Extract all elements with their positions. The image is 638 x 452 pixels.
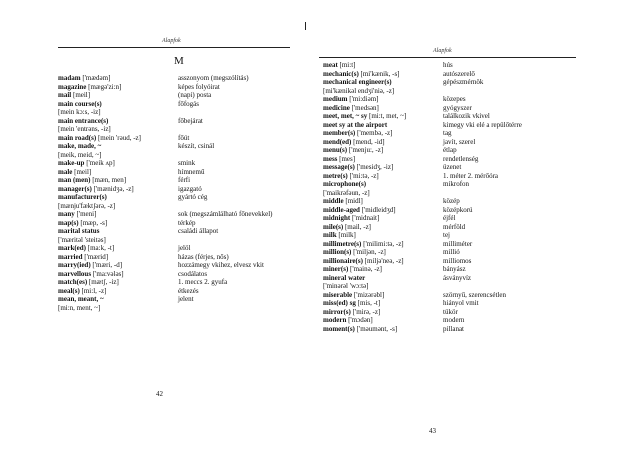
- dictionary-entry: [323, 163, 578, 172]
- headword-text: make, made, ~: [58, 142, 102, 150]
- headword-text: miss(ed) sg: [323, 299, 356, 307]
- entry-translation: férfi: [178, 176, 191, 184]
- headword-text: marvellous: [58, 269, 92, 278]
- dictionary-entry: [323, 265, 578, 274]
- entry-translation: hozzámegy vkihez, elvesz vkit: [178, 261, 264, 269]
- dictionary-entry: [58, 108, 300, 117]
- entry-translation: gyógyszer: [443, 103, 472, 112]
- entry-translation: bányász: [443, 265, 466, 273]
- entry-translation: asszonyom (megszólítás): [178, 74, 249, 82]
- entry-headword: [58, 253, 178, 262]
- dictionary-entry: [58, 244, 300, 253]
- headword-text: make-up: [58, 159, 85, 167]
- dictionary-entry: [323, 95, 578, 104]
- pronunciation: ['meik ʌp]: [84, 159, 115, 167]
- entry-headword: [323, 70, 443, 79]
- headword-text: marry(ied): [58, 261, 91, 269]
- entry-headword: [323, 299, 443, 308]
- pronunciation: ['məumənt, -s]: [354, 324, 398, 333]
- entry-translation: középkorú: [443, 205, 473, 214]
- pronunciation: [mi:l, -z]: [79, 286, 107, 295]
- pronunciation: [meik, meid, ~]: [58, 150, 102, 159]
- pronunciation: [mein 'entrəns, -iz]: [58, 125, 111, 133]
- entry-translation: hús: [443, 61, 453, 69]
- dictionary-entry: [323, 223, 578, 232]
- headword-text: meat: [323, 61, 338, 69]
- entry-headword: [58, 83, 178, 92]
- entry-translation: közép: [443, 197, 460, 205]
- dictionary-entry: [323, 121, 578, 130]
- headword-text: male: [58, 167, 73, 176]
- pronunciation: ['milimi:tə, -z]: [361, 239, 404, 248]
- dictionary-entry: [58, 159, 300, 168]
- pronunciation: [mægə'zi:n]: [86, 82, 122, 91]
- dictionary-entry: [58, 278, 300, 287]
- pronunciation: ['mɔdən]: [346, 316, 373, 324]
- dictionary-entry: [58, 287, 300, 296]
- pronunciation: ['midleidʒd]: [359, 205, 396, 214]
- dictionary-entry: [323, 138, 578, 147]
- headword-text: mend(ed): [323, 137, 352, 146]
- entry-headword: [58, 74, 178, 83]
- pronunciation: [mæp, -s]: [78, 218, 108, 227]
- dictionary-entry: [58, 210, 300, 219]
- entry-headword: [58, 134, 178, 143]
- pronunciation: ['membə, -z]: [355, 129, 393, 137]
- pronunciation: [mein 'rəud, -z]: [96, 133, 141, 142]
- headword-text: married: [58, 252, 83, 261]
- entry-headword: [323, 146, 443, 155]
- headword-text: mean, meant, ~: [58, 295, 104, 303]
- headword-text: milk: [323, 231, 337, 239]
- entry-translation: csodálatos: [178, 269, 208, 278]
- entry-headword: [58, 304, 178, 313]
- entry-translation: pillanat: [443, 324, 464, 333]
- pronunciation: [mail, -z]: [343, 222, 372, 231]
- entry-translation: sok (megszámlálható főnevekkel): [178, 210, 273, 218]
- dictionary-entry: [58, 91, 300, 100]
- entry-headword: [58, 236, 178, 245]
- pronunciation: [mi'kænik, -s]: [358, 69, 400, 78]
- header-rule: [319, 57, 576, 58]
- entry-headword: [323, 104, 443, 113]
- headword-text: manufacturer(s): [58, 193, 107, 201]
- headword-text: magazine: [58, 82, 87, 91]
- pronunciation: ['menju:, -z]: [347, 146, 384, 154]
- entry-headword: [58, 142, 178, 151]
- pronunciation: ['ma:vələs]: [91, 269, 124, 278]
- entry-translation: ásványvíz: [443, 273, 471, 282]
- entry-translation: millió: [443, 248, 460, 256]
- pronunciation: [meil]: [72, 167, 92, 176]
- entry-translation: gépészmérnök: [443, 78, 484, 86]
- gutter-mark: [305, 22, 306, 30]
- dictionary-entry: [323, 112, 578, 121]
- entry-headword: [323, 61, 443, 70]
- pronunciation: ['maikrəfəun, -z]: [323, 188, 370, 197]
- dictionary-entry: [58, 261, 300, 270]
- pronunciation: [mi'kænikəl endʒi'niə, -z]: [323, 86, 395, 95]
- headword-text: madam: [58, 74, 81, 82]
- dictionary-entry: [58, 176, 300, 185]
- headword-text: marital status: [58, 227, 100, 235]
- pronunciation: ['mænidʒə, -z]: [91, 184, 134, 193]
- entry-translation: képes folyóirat: [178, 82, 220, 91]
- dictionary-entry: [58, 100, 300, 109]
- entry-headword: [58, 91, 178, 100]
- pronunciation: [mend, -id]: [351, 137, 385, 146]
- entry-headword: [58, 202, 178, 211]
- pronunciation: [midl]: [343, 197, 363, 205]
- dictionary-entry: [58, 74, 300, 83]
- dictionary-entry: [323, 146, 578, 155]
- dictionary-entry: [323, 291, 578, 300]
- entry-translation: közepes: [443, 95, 466, 103]
- headword-text: member(s): [323, 129, 356, 137]
- entry-translation: főfogás: [178, 99, 199, 108]
- dictionary-entry: [323, 325, 578, 334]
- dictionary-entry: [323, 308, 578, 317]
- headword-text: moment(s): [323, 324, 355, 333]
- pronunciation: ['mainə, -z]: [348, 265, 382, 273]
- pronunciation: [meil]: [71, 91, 91, 99]
- dictionary-entry: [323, 189, 578, 198]
- entry-translation: hímnemű: [178, 167, 205, 176]
- dictionary-entry: [323, 231, 578, 240]
- entry-translation: találkozik vkivel: [443, 112, 490, 120]
- headword-text: message(s): [323, 163, 355, 171]
- headword-text: miserable: [323, 290, 353, 299]
- dictionary-entry: [323, 172, 578, 181]
- pronunciation: ['medsən]: [349, 103, 379, 112]
- entry-translation: milliomos: [443, 256, 472, 265]
- entry-translation: 1. meccs 2. gyufa: [178, 278, 228, 286]
- headword-text: mess: [323, 154, 338, 163]
- headword-text: menu(s): [323, 146, 348, 154]
- entry-headword: [58, 117, 178, 126]
- headword-text: millionaire(s): [323, 256, 363, 265]
- entry-headword: [323, 308, 443, 317]
- pronunciation: ['mædəm]: [80, 74, 111, 82]
- headword-text: mechanical engineer(s): [323, 78, 392, 86]
- dictionary-entry: [58, 236, 300, 245]
- page-number: 42: [156, 390, 163, 398]
- entry-list: [58, 74, 300, 312]
- entry-headword: [58, 287, 178, 296]
- pronunciation: ['mi:tə, -z]: [347, 171, 379, 180]
- pronunciation: [mi:t, met, ~]: [367, 112, 407, 120]
- entry-headword: [323, 180, 443, 189]
- entry-headword: [323, 78, 443, 87]
- dictionary-entry: [323, 61, 578, 70]
- headword-text: main road(s): [58, 133, 97, 142]
- entry-translation: főút: [178, 133, 190, 142]
- dictionary-entry: [58, 142, 300, 151]
- entry-headword: [323, 172, 443, 181]
- entry-headword: [323, 95, 443, 104]
- entry-headword: [323, 206, 443, 215]
- pronunciation: [miljə'neə, -z]: [362, 256, 404, 265]
- entry-headword: [323, 112, 443, 121]
- pronunciation: [mi:n, ment, ~]: [58, 303, 101, 312]
- entry-headword: [58, 176, 178, 185]
- entry-headword: [323, 325, 443, 334]
- dictionary-entry: [323, 87, 578, 96]
- pronunciation: [ma:k, -t]: [86, 244, 115, 252]
- headword-text: middle-aged: [323, 205, 360, 214]
- headword-text: microphone(s): [323, 180, 367, 188]
- entry-translation: főbejárat: [178, 116, 203, 125]
- headword-text: meal(s): [58, 286, 80, 295]
- entry-headword: [323, 197, 443, 206]
- headword-text: map(s): [58, 218, 79, 227]
- entry-headword: [58, 210, 178, 219]
- entry-headword: [323, 223, 443, 232]
- dictionary-entry: [323, 206, 578, 215]
- entry-translation: igazgató: [178, 184, 202, 193]
- pronunciation: ['mesidʒ, -iz]: [354, 163, 394, 171]
- pronunciation: ['mæritəl 'steitəs]: [58, 235, 106, 244]
- dictionary-entry: [323, 248, 578, 257]
- dictionary-entry: [58, 227, 300, 236]
- pronunciation: [mes]: [337, 154, 356, 163]
- entry-headword: [58, 108, 178, 117]
- entry-translation: családi állapot: [178, 227, 219, 235]
- entry-headword: [58, 168, 178, 177]
- pronunciation: ['mizərəbl]: [352, 290, 385, 299]
- entry-headword: [323, 87, 443, 96]
- headword-text: mineral water: [323, 273, 366, 282]
- entry-headword: [323, 316, 443, 325]
- dictionary-entry: [58, 219, 300, 228]
- headword-text: middle: [323, 197, 344, 205]
- entry-translation: tükör: [443, 307, 458, 316]
- dictionary-entry: [323, 240, 578, 249]
- entry-headword: [58, 151, 178, 160]
- entry-headword: [323, 240, 443, 249]
- headword-text: meet, met, ~ sy: [323, 112, 368, 120]
- entry-translation: térkép: [178, 218, 196, 227]
- pronunciation: ['mi:diəm]: [347, 95, 379, 103]
- dictionary-entry: [58, 83, 300, 92]
- dictionary-entry: [58, 134, 300, 143]
- entry-headword: [58, 244, 178, 253]
- pronunciation: ['miljən, -z]: [351, 248, 386, 256]
- headword-text: millimetre(s): [323, 239, 362, 248]
- page-number: 43: [429, 427, 436, 435]
- headword-text: mail: [58, 91, 72, 99]
- dictionary-entry: [323, 78, 578, 87]
- entry-translation: jelent: [178, 295, 194, 303]
- dictionary-entry: [323, 129, 578, 138]
- entry-translation: készít, csinál: [178, 142, 215, 150]
- dictionary-entry: [58, 125, 300, 134]
- entry-translation: házas (férjes, nős): [178, 252, 229, 261]
- entry-translation: modern: [443, 316, 465, 324]
- entry-translation: gyártó cég: [178, 193, 208, 201]
- dictionary-entry: [58, 185, 300, 194]
- entry-list: [323, 61, 578, 333]
- pronunciation: [mæn, men]: [90, 176, 127, 184]
- entry-translation: éjfél: [443, 214, 456, 222]
- pronunciation: [mis, -t]: [355, 299, 381, 307]
- headword-text: mile(s): [323, 222, 344, 231]
- dictionary-entry: [323, 70, 578, 79]
- headword-text: midnight: [323, 214, 351, 222]
- dictionary-entry: [323, 257, 578, 266]
- entry-headword: [323, 231, 443, 240]
- headword-text: million(s): [323, 248, 352, 256]
- running-head: Alapfok: [433, 48, 452, 54]
- entry-headword: [58, 125, 178, 134]
- pronunciation: ['mirə, -z]: [350, 307, 381, 316]
- dictionary-entry: [58, 117, 300, 126]
- pronunciation: [milk]: [336, 231, 356, 239]
- dictionary-entry: [58, 151, 300, 160]
- dictionary-entry: [58, 295, 300, 304]
- headword-text: miner(s): [323, 265, 349, 273]
- dictionary-entry: [58, 202, 300, 211]
- entry-translation: tej: [443, 231, 450, 239]
- dictionary-entry: [323, 155, 578, 164]
- headword-text: main course(s): [58, 99, 102, 108]
- entry-headword: [58, 159, 178, 168]
- entry-translation: autószerelő: [443, 69, 475, 78]
- entry-translation: rendetlenség: [443, 154, 479, 163]
- entry-translation: étkezés: [178, 286, 199, 295]
- pronunciation: ['mæri, -d]: [90, 261, 123, 269]
- entry-headword: [323, 214, 443, 223]
- entry-translation: jelöl: [178, 244, 191, 252]
- headword-text: medicine: [323, 103, 350, 112]
- entry-translation: tag: [443, 129, 452, 137]
- entry-headword: [58, 100, 178, 109]
- headword-text: match(es): [58, 278, 88, 286]
- entry-translation: mikrofon: [443, 180, 470, 188]
- pronunciation: [mætʃ, -iz]: [87, 278, 119, 286]
- entry-headword: [323, 291, 443, 300]
- pronunciation: ['mærid]: [82, 252, 109, 261]
- entry-headword: [323, 189, 443, 198]
- dictionary-entry: [323, 180, 578, 189]
- dictionary-entry: [58, 270, 300, 279]
- headword-text: main entrance(s): [58, 116, 109, 125]
- dictionary-entry: [323, 274, 578, 283]
- entry-translation: étlap: [443, 146, 457, 154]
- entry-headword: [323, 274, 443, 283]
- entry-headword: [323, 257, 443, 266]
- entry-translation: milliméter: [443, 239, 473, 248]
- entry-translation: szörnyű, szerencsétlen: [443, 290, 506, 299]
- entry-headword: [58, 193, 178, 202]
- entry-headword: [323, 129, 443, 138]
- entry-headword: [58, 270, 178, 279]
- dictionary-entry: [58, 168, 300, 177]
- headword-text: mark(ed): [58, 244, 86, 252]
- entry-headword: [58, 185, 178, 194]
- entry-translation: mérföld: [443, 222, 466, 231]
- headword-text: metre(s): [323, 171, 348, 180]
- entry-headword: [58, 219, 178, 228]
- entry-translation: kimegy vki elé a repülőtérre: [443, 120, 522, 129]
- entry-headword: [323, 282, 443, 291]
- entry-translation: smink: [178, 159, 196, 167]
- entry-translation: 1. méter 2. mérőóra: [443, 171, 499, 180]
- dictionary-entry: [323, 299, 578, 308]
- dictionary-entry: [323, 104, 578, 113]
- headword-text: modern: [323, 316, 347, 324]
- dictionary-entry: [323, 282, 578, 291]
- dictionary-entry: [323, 214, 578, 223]
- entry-headword: [58, 278, 178, 287]
- right-page: [319, 0, 638, 452]
- pronunciation: ['meni]: [74, 210, 97, 218]
- entry-translation: (napi) posta: [178, 91, 212, 99]
- headword-text: mechanic(s): [323, 69, 359, 78]
- pronunciation: [mænju'fæktʃərə, -z]: [58, 201, 116, 210]
- dictionary-entry: [323, 316, 578, 325]
- dictionary-entry: [58, 304, 300, 313]
- entry-translation: javít, szerel: [443, 137, 476, 146]
- pronunciation: [mein kɔ:s, -iz]: [58, 108, 101, 116]
- header-rule: [58, 47, 290, 48]
- headword-text: medium: [323, 95, 348, 103]
- running-head: Alapfok: [162, 38, 181, 44]
- headword-text: meet sy at the airport: [323, 120, 388, 129]
- entry-headword: [323, 248, 443, 257]
- entry-headword: [323, 265, 443, 274]
- entry-headword: [323, 138, 443, 147]
- entry-translation: hiányol vmit: [443, 299, 479, 307]
- entry-headword: [323, 155, 443, 164]
- entry-headword: [323, 163, 443, 172]
- entry-headword: [323, 121, 443, 130]
- dictionary-entry: [58, 193, 300, 202]
- pronunciation: [mi:t]: [337, 61, 356, 69]
- entry-translation: üzenet: [443, 163, 462, 171]
- dictionary-entry: [58, 253, 300, 262]
- pronunciation: ['midnait]: [350, 214, 380, 222]
- headword-text: many: [58, 210, 75, 218]
- section-letter: M: [174, 55, 185, 67]
- headword-text: man (men): [58, 176, 91, 184]
- entry-headword: [58, 227, 178, 236]
- pronunciation: ['minərəl 'wɔ:tə]: [323, 282, 369, 290]
- entry-headword: [58, 295, 178, 304]
- dictionary-entry: [323, 197, 578, 206]
- headword-text: manager(s): [58, 184, 92, 193]
- headword-text: mirror(s): [323, 307, 351, 316]
- entry-headword: [58, 261, 178, 270]
